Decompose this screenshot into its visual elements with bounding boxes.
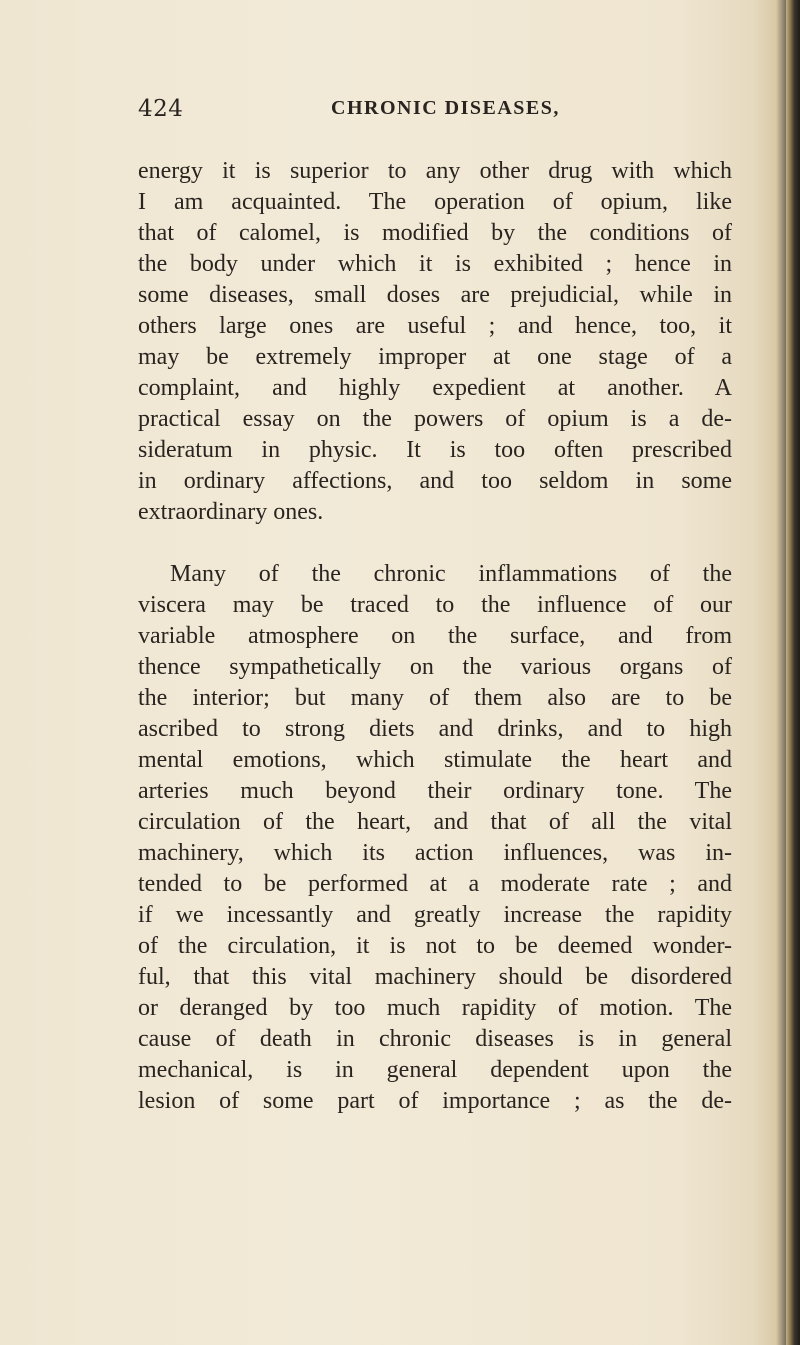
text-line: in ordinary affections, and too seldom in some xyxy=(138,468,732,494)
text-line: extraordinary ones. xyxy=(138,499,324,525)
text-line: mental emotions, which stimulate the heart and xyxy=(138,747,732,773)
paragraph-gap xyxy=(138,528,732,559)
text-line: practical essay on the powers of opium is a de- xyxy=(138,406,732,432)
text-line: tended to be performed at a moderate rate ; and xyxy=(138,871,732,897)
text-line: ascribed to strong diets and drinks, and to high xyxy=(138,716,732,742)
text-line: ful, that this vital machinery should be disordered xyxy=(138,964,732,990)
text-line: viscera may be traced to the influence of our xyxy=(138,592,732,618)
page-header xyxy=(138,96,738,136)
text-line: cause of death in chronic diseases is in general xyxy=(138,1026,732,1052)
running-head: CHRONIC DISEASES, xyxy=(331,97,560,119)
text-line: arteries much beyond their ordinary tone. The xyxy=(138,778,732,804)
page-number: 424 xyxy=(138,96,184,122)
text-line: that of calomel, is modified by the conditions of xyxy=(138,220,732,246)
text-line: lesion of some part of importance ; as the de- xyxy=(138,1088,732,1114)
text-line: if we incessantly and greatly increase the rapidity xyxy=(138,902,732,928)
text-line: may be extremely improper at one stage of a xyxy=(138,344,732,370)
text-line: sideratum in physic. It is too often prescribed xyxy=(138,437,732,463)
text-line: circulation of the heart, and that of all the vital xyxy=(138,809,732,835)
page-binding-edge xyxy=(786,0,800,1345)
text-line: complaint, and highly expedient at another. A xyxy=(138,375,732,401)
text-line: Many of the chronic inflammations of the xyxy=(170,561,732,587)
text-line: some diseases, small doses are prejudicial, while in xyxy=(138,282,732,308)
text-line: machinery, which its action influences, was in- xyxy=(138,840,732,866)
text-line: or deranged by too much rapidity of motion. The xyxy=(138,995,732,1021)
text-line: mechanical, is in general dependent upon the xyxy=(138,1057,732,1083)
text-line: thence sympathetically on the various organs of xyxy=(138,654,732,680)
text-line: energy it is superior to any other drug with which xyxy=(138,158,732,184)
text-line: others large ones are useful ; and hence, too, it xyxy=(138,313,732,339)
text-line: I am acquainted. The operation of opium, like xyxy=(138,189,732,215)
text-line: the body under which it is exhibited ; hence in xyxy=(138,251,732,277)
body-text xyxy=(138,156,732,1117)
text-line: of the circulation, it is not to be deemed wonder- xyxy=(138,933,732,959)
text-line: the interior; but many of them also are to be xyxy=(138,685,732,711)
text-line: variable atmosphere on the surface, and from xyxy=(138,623,732,649)
